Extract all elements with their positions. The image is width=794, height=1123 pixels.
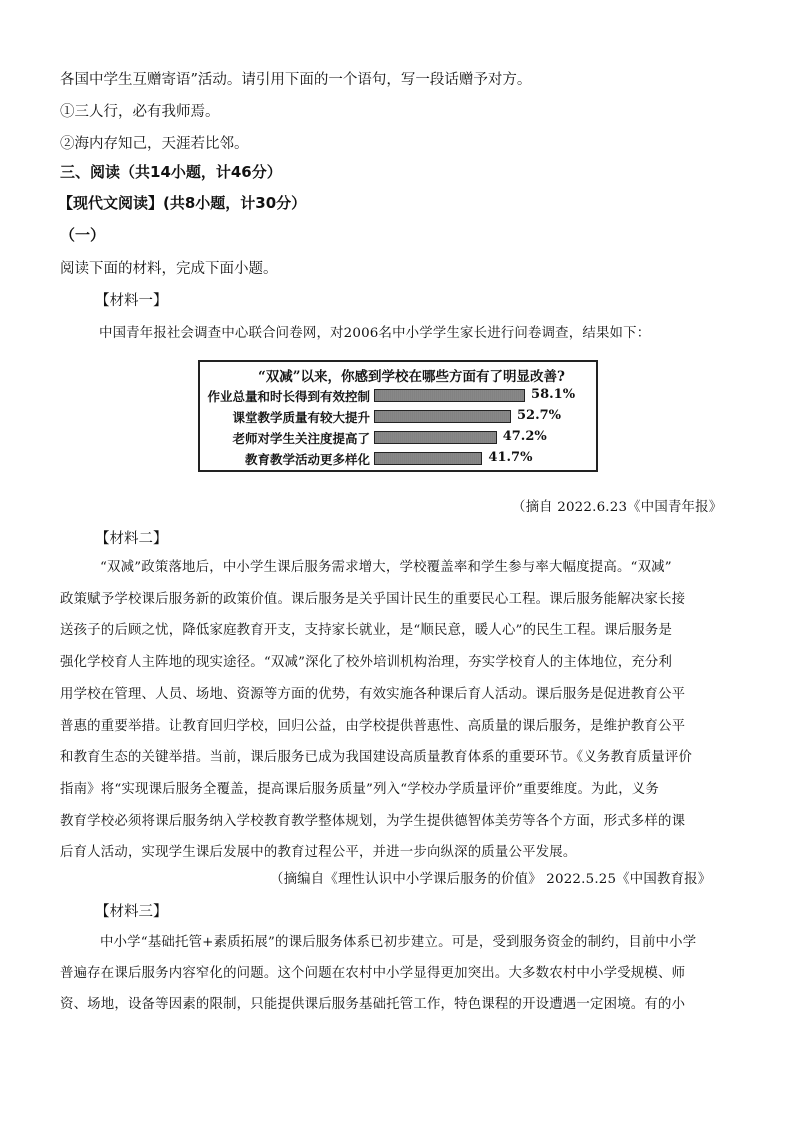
material2-line: “双减”政策落地后，中小学生课后服务需求增大，学校覆盖率和学生参与率大幅度提高。“双减” [100, 560, 672, 575]
bar-label: 教育教学活动更多样化 [244, 452, 370, 467]
bar [374, 389, 525, 402]
bar-value-label: 41.7% [488, 450, 533, 465]
bar-value-label: 52.7% [517, 408, 562, 423]
instruction: 阅读下面的材料，完成下面小题。 [60, 261, 278, 277]
material2-line: 后育人活动，实现学生课后发展中的教育过程公平，并进一步向纵深的质量公平发展。 [60, 845, 577, 861]
material1-label: 【材料一】 [95, 293, 168, 309]
section-title: 三、阅读（共14小题，计46分） [60, 163, 282, 181]
subsection-title: 【现代文阅读】(共8小题，计30分） [58, 194, 307, 212]
bar [374, 452, 482, 465]
bar-value-label: 47.2% [502, 429, 547, 444]
material2-line: 强化学校育人主阵地的现实途径。“双减”深化了校外培训机构治理，夯实学校育人的主体地位，充分利 [60, 655, 673, 671]
material2-line: 教育学校必须将课后服务纳入学校教育教学整体规划，为学生提供德智体美劳等各个方面，形式多样的课 [60, 813, 686, 829]
intro-line-3: ②海内存知己，天涯若比邻。 [60, 136, 249, 152]
material2-line: 和教育生态的关键举措。当前，课后服务已成为我国建设高质量教育体系的重要环节。《义务教育质量评价 [60, 750, 693, 766]
material3-line: 中小学“基础托管+素质拓展”的课后服务体系已初步建立。可是，受到服务资金的制约，目前中小学 [100, 935, 697, 950]
material1-source: （摘自 2022.6.23《中国青年报》 [512, 500, 723, 515]
material2-line: 用学校在管理、人员、场地、资源等方面的优势，有效实施各种课后育人活动。课后服务是促进教育公平 [60, 686, 686, 702]
material2-source: （摘编自《理性认识中小学课后服务的价值》 2022.5.25《中国教育报》 [270, 872, 712, 887]
material3-line: 普遍存在课后服务内容窄化的问题。这个问题在农村中小学显得更加突出。大多数农村中小学受规模、师 [60, 966, 686, 981]
bar-value-label: 58.1% [531, 387, 576, 402]
bar-label: 作业总量和时长得到有效控制 [207, 389, 370, 404]
bar-label: 课堂教学质量有较大提升 [232, 410, 370, 425]
material3-label: 【材料三】 [95, 904, 168, 920]
bar [374, 410, 511, 423]
material2-line: 送孩子的后顾之忧，降低家庭教育开支，支持家长就业，是“顺民意，暖人心”的民生工程。课后服务是 [60, 623, 673, 639]
intro-line-1: 各国中学生互赠寄语”活动。请引用下面的一个语句，写一段话赠予对方。 [60, 72, 532, 88]
chart-title: “双减”以来，你感到学校在哪些方面有了明显改善? [258, 369, 565, 385]
bar-label: 老师对学生关注度提高了 [232, 431, 370, 446]
part-label: （一） [60, 226, 106, 244]
survey-chart [198, 360, 598, 472]
material2-line: 普惠的重要举措。让教育回归学校，回归公益，由学校提供普惠性、高质量的课后服务，是维护教育公平 [60, 718, 686, 734]
bar [374, 431, 497, 444]
material2-label: 【材料二】 [95, 531, 168, 547]
material2-line: 指南》将“实现课后服务全覆盖，提高课后服务质量”列入“学校办学质量评价”重要维度。为此，义务 [60, 781, 659, 797]
material1-intro: 中国青年报社会调查中心联合问卷网，对2006名中小学学生家长进行问卷调查，结果如下： [99, 326, 651, 341]
material2-line: 政策赋予学校课后服务新的政策价值。课后服务是关乎国计民生的重要民心工程。课后服务能解决家长接 [60, 591, 686, 607]
material3-line: 资、场地，设备等因素的限制，只能提供课后服务基础托管工作，特色课程的开设遭遇一定困境。有的小 [60, 997, 686, 1012]
intro-line-2: ①三人行，必有我师焉。 [60, 104, 220, 120]
